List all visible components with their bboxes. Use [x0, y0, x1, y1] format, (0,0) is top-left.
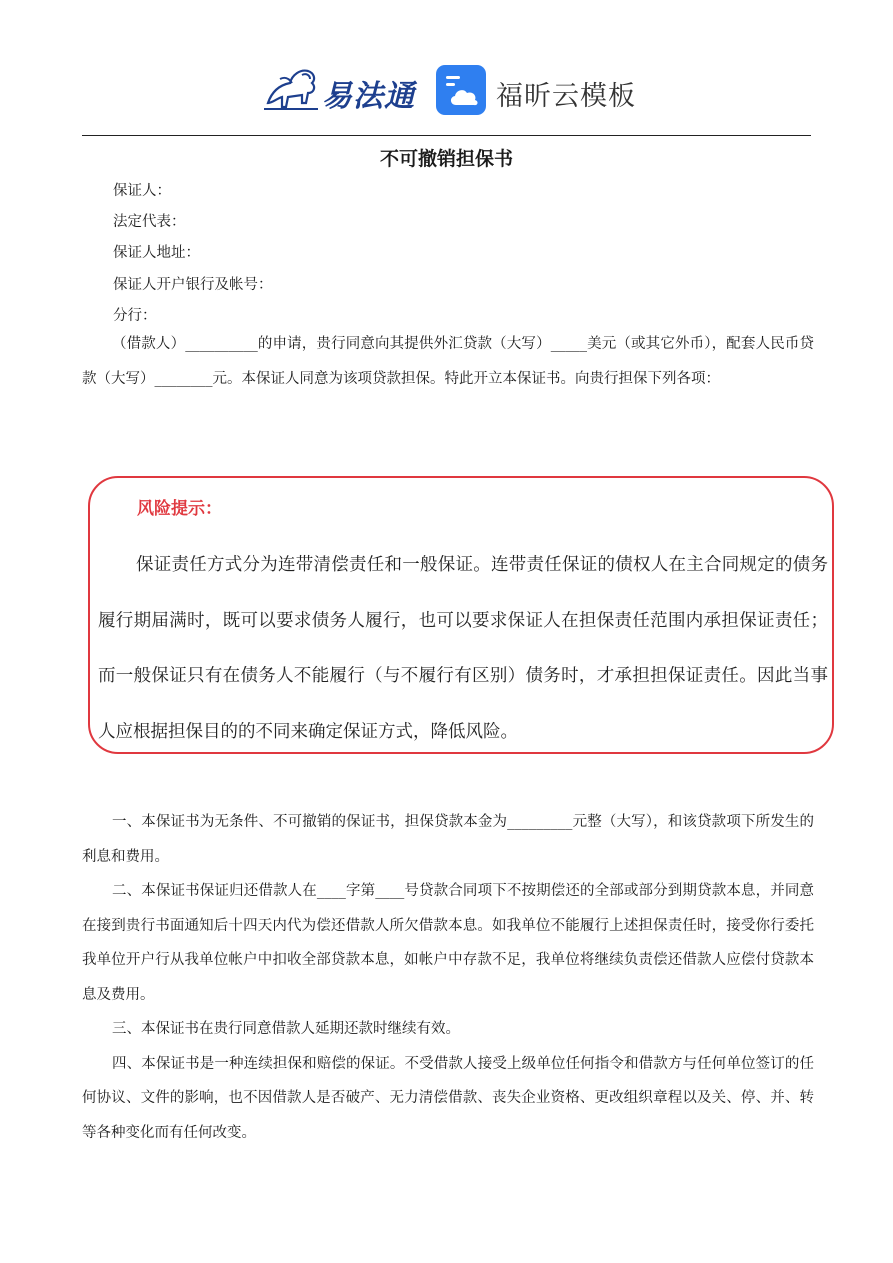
risk-warning-text: 保证责任方式分为连带清偿责任和一般保证。连带责任保证的债权人在主合同规定的债务履行期届满时，既可以要求债务人履行，也可以要求保证人在担保责任范围内承担保证责任；而一般保证只有在债务人不能履行（与不履行有区别）债务时，才承担担保证责任。因此当事人应根据担保目的的不同来确定保证方式，降低风险。	[98, 555, 828, 742]
clause-3: 三、本保证书在贵行同意借款人延期还款时继续有效。	[112, 1021, 460, 1037]
clause-4: 四、本保证书是一种连续担保和赔偿的保证。不受借款人接受上级单位任何指令和借款方与任何单位签订的任何协议、文件的影响，也不因借款人是否破产、无力清偿借款、丧失企业资格、更改组织章程以及关、停、并、转等各种变化而有任何改变。	[82, 1055, 814, 1141]
yifatong-logo	[262, 63, 422, 115]
logo2-text: 福昕云模板	[496, 81, 636, 112]
field-bank-account: 保证人开户银行及帐号：	[113, 277, 273, 293]
risk-warning-box	[88, 476, 834, 754]
lion-icon	[262, 63, 320, 115]
intro-text: （借款人）__________的申请，贵行同意向其提供外汇贷款（大写）_____美元（或其它外币），配套人民币贷款（大写）________元。本保证人同意为该项贷款担保。特此开立本保证书。向贵行担保下列各项：	[82, 336, 814, 387]
cloud-document-icon	[436, 65, 486, 115]
clause-2: 二、本保证书保证归还借款人在____字第____号贷款合同项下不按期偿还的全部或部分到期贷款本息，并同意在接到贵行书面通知后十四天内代为偿还借款人所欠借款本息。如我单位不能履行上述担保责任时，接受你行委托我单位开户行从我单位帐户中扣收全部贷款本息，如帐户中存款不足，我单位将继续负责偿还借款人应偿付贷款本息及费用。	[82, 883, 814, 1003]
header-divider	[82, 135, 811, 136]
logo1-text: 易法通	[322, 79, 415, 114]
document-title: 不可撤销担保书	[379, 148, 513, 170]
document-header	[0, 55, 893, 125]
field-legal-representative: 法定代表：	[113, 214, 186, 230]
risk-warning-title: 风险提示：	[137, 499, 222, 519]
field-guarantor: 保证人：	[113, 183, 171, 199]
field-branch: 分行：	[113, 308, 157, 324]
risk-warning-body	[98, 538, 828, 760]
field-guarantor-address: 保证人地址：	[113, 245, 200, 261]
intro-paragraph	[82, 327, 814, 396]
foxit-template-logo	[436, 65, 636, 117]
clauses-section	[82, 805, 814, 1150]
clause-1: 一、本保证书为无条件、不可撤销的保证书，担保贷款本金为_________元整（大写），和该贷款项下所发生的利息和费用。	[82, 814, 814, 865]
